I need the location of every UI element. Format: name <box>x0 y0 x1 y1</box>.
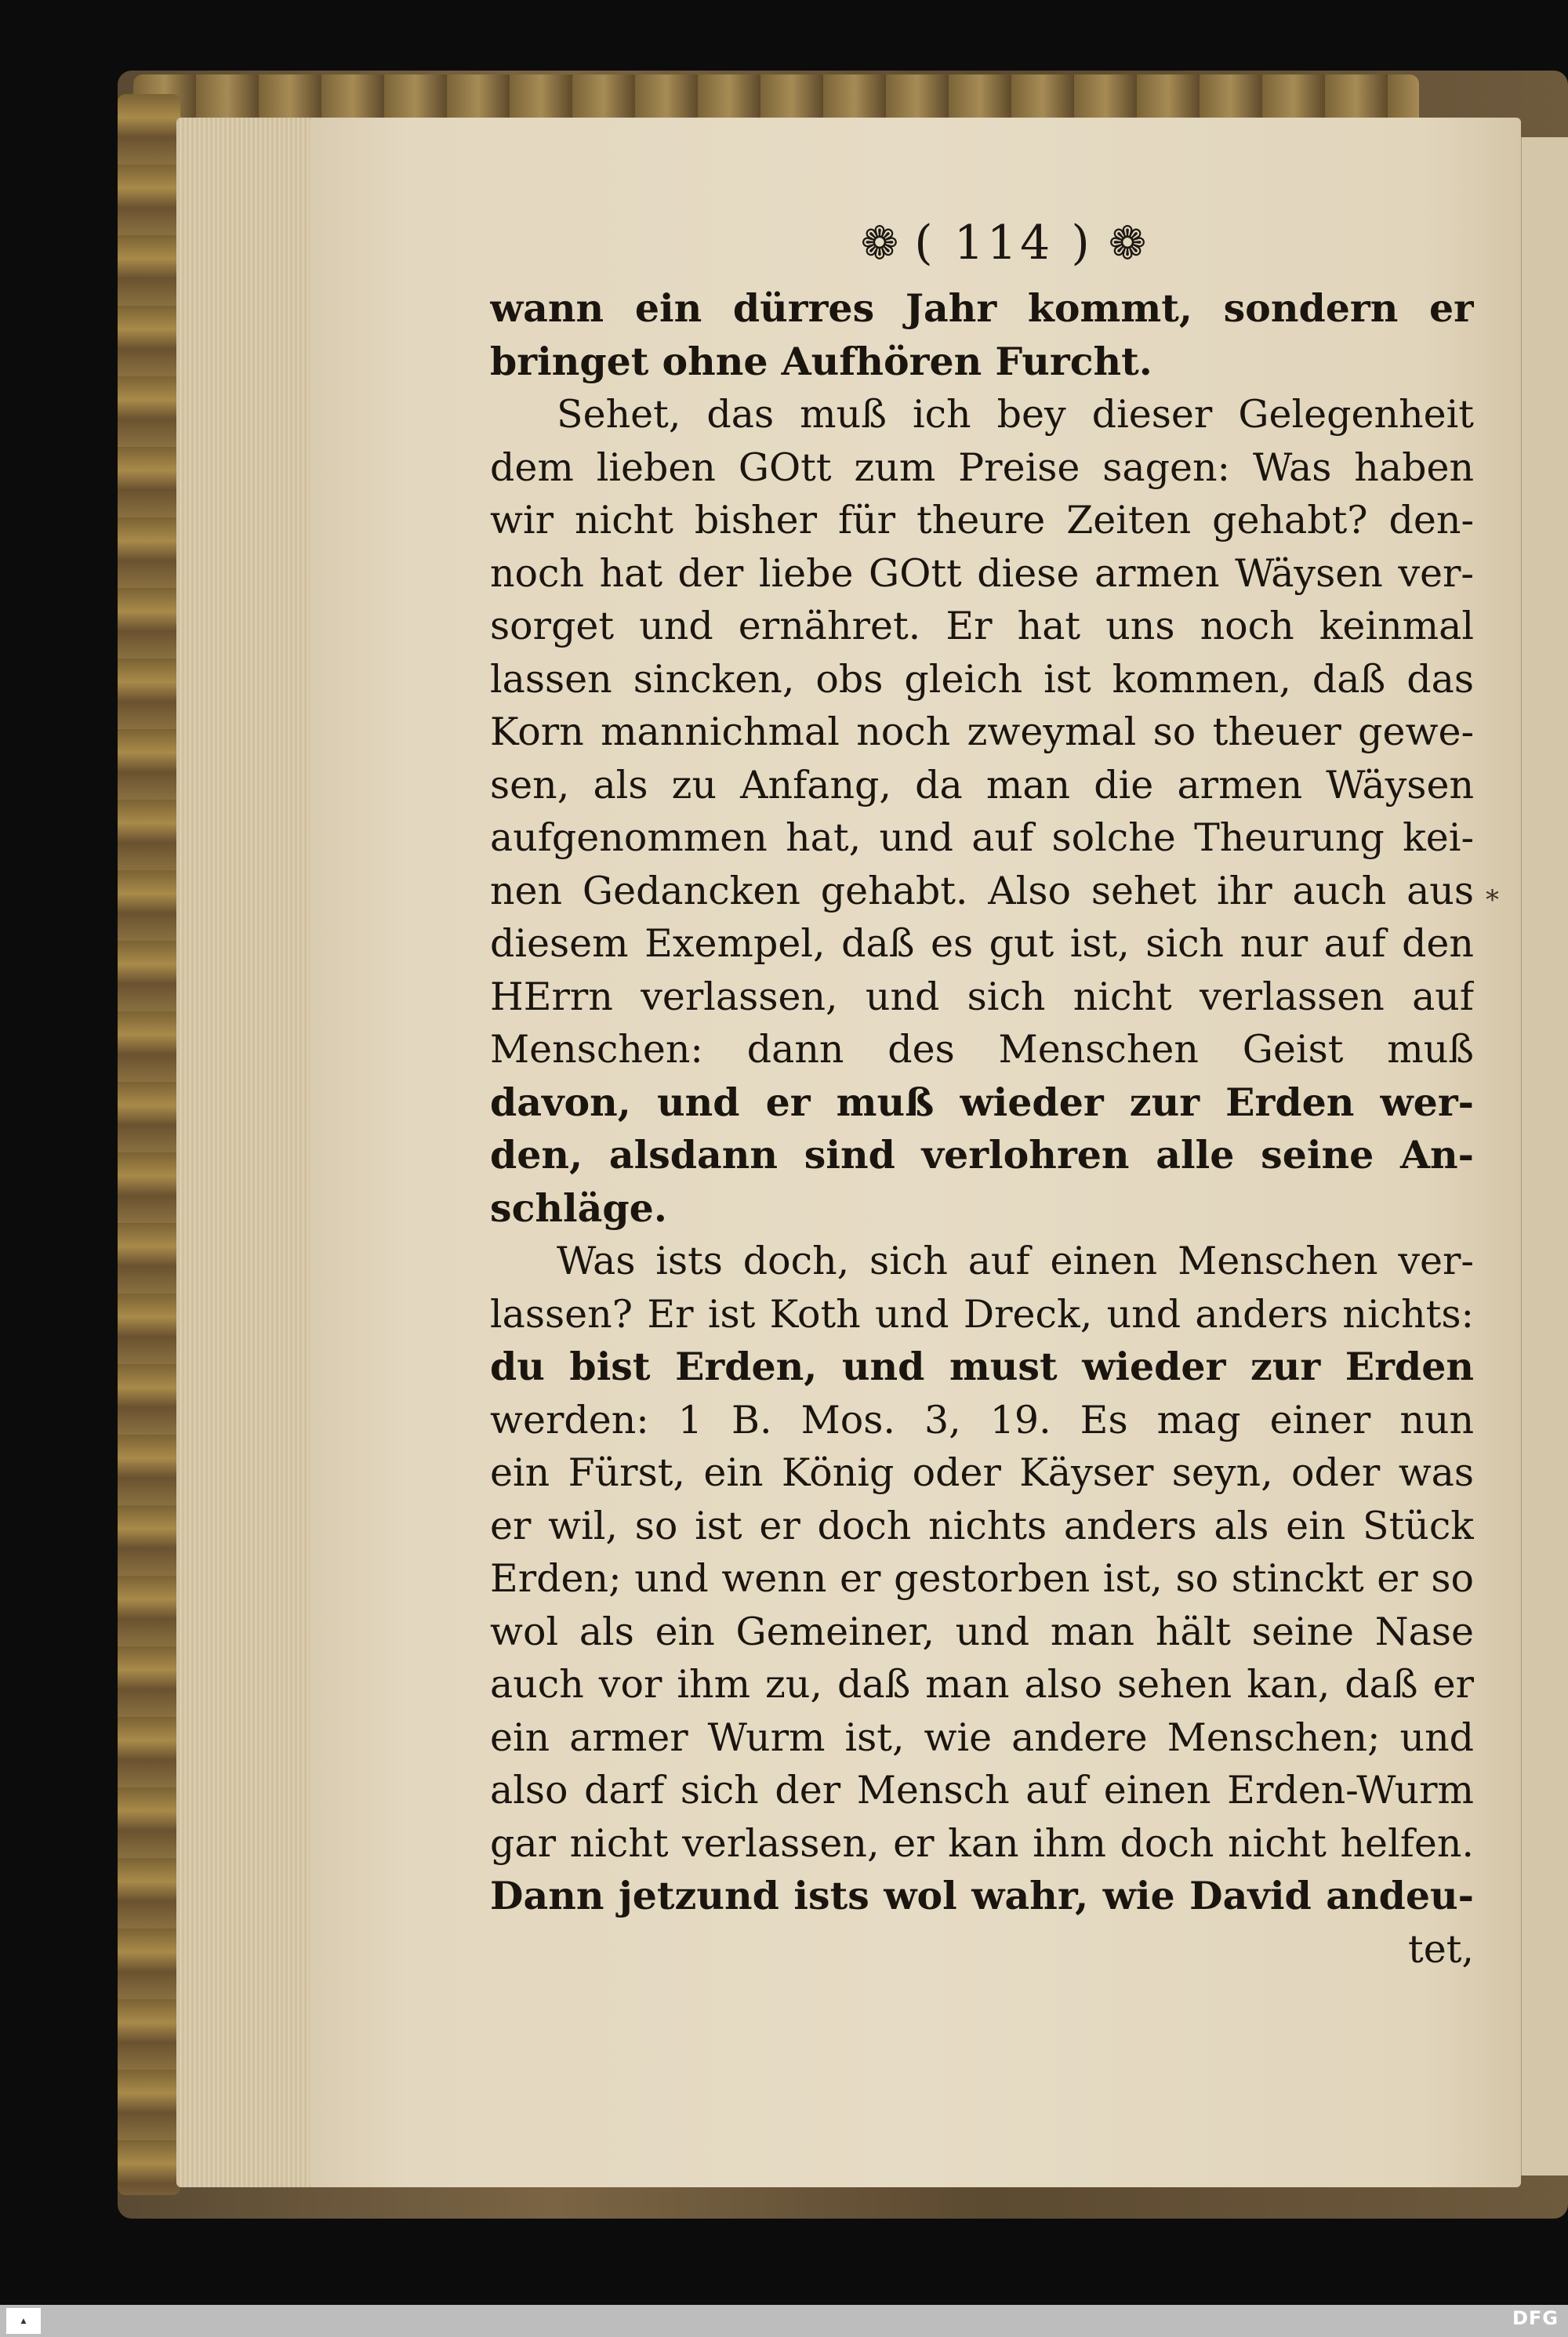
text-line: tet, <box>1408 1926 1474 1972</box>
text-line: also darf sich der Mensch auf einen Erden-Wurm <box>490 1768 1474 1813</box>
text-line: nen Gedancken gehabt. Also sehet ihr auch aus <box>490 868 1474 913</box>
text-line: Erden; und wenn er gestorben ist, so stinckt er so <box>490 1556 1474 1601</box>
dfg-label: DFG <box>1512 2307 1559 2329</box>
margin-mark: * <box>1486 884 1499 916</box>
text-line: davon, und er muß wieder zur Erden wer- <box>490 1079 1474 1125</box>
text-line: lassen sincken, obs gleich ist kommen, daß das <box>490 656 1474 702</box>
text-line: du bist Erden, und must wieder zur Erden <box>490 1344 1474 1389</box>
text-line: bringet ohne Aufhören Furcht. <box>490 338 1152 384</box>
text-line: wir nicht bisher für theure Zeiten gehabt? den- <box>490 498 1474 543</box>
text-line: diesem Exempel, daß es gut ist, sich nur auf den <box>490 921 1474 966</box>
text-line: ein Fürst, ein König oder Käyser seyn, oder was <box>490 1450 1474 1495</box>
library-logo-icon: ▲ <box>6 2308 41 2334</box>
text-line: wann ein dürres Jahr kommt, sondern er <box>490 285 1474 331</box>
text-line: gar nicht verlassen, er kan ihm doch nicht helfen. <box>490 1820 1474 1866</box>
text-line: auch vor ihm zu, daß man also sehen kan, daß er <box>490 1662 1474 1707</box>
page-block-edges <box>176 118 325 2187</box>
text-line: sen, als zu Anfang, da man die armen Wäysen <box>490 762 1474 807</box>
page-header <box>815 212 1192 274</box>
text-line: ein armer Wurm ist, wie andere Menschen; und <box>490 1715 1474 1760</box>
page-body-text <box>490 282 1474 1976</box>
text-line: wol als ein Gemeiner, und man hält seine Nase <box>490 1609 1474 1654</box>
text-line: er wil, so ist er doch nichts anders als ein Stück <box>490 1503 1474 1548</box>
text-line: dem lieben GOtt zum Preise sagen: Was haben <box>490 445 1474 490</box>
text-line: HErrn verlassen, und sich nicht verlassen auf <box>490 974 1474 1019</box>
text-line: schläge. <box>490 1185 667 1231</box>
text-line: den, alsdann sind verlohren alle seine An- <box>490 1132 1474 1178</box>
text-line: sorget und ernähret. Er hat uns noch keinmal <box>490 604 1474 648</box>
text-line: werden: 1 B. Mos. 3, 19. Es mag einer nun <box>490 1397 1474 1442</box>
page-number: ( 114 ) <box>914 216 1093 270</box>
ornament-left-icon: ❁ <box>860 216 899 270</box>
text-line: Dann jetzund ists wol wahr, wie David andeu- <box>490 1873 1474 1918</box>
text-line: Sehet, das muß ich bey dieser Gelegenheit <box>557 392 1474 437</box>
text-line: Korn mannichmal noch zweymal so theuer gewe- <box>490 709 1474 754</box>
text-line: Was ists doch, sich auf einen Menschen ver- <box>557 1239 1474 1283</box>
text-line: aufgenommen hat, und auf solche Theurung kei- <box>490 815 1474 860</box>
text-line: noch hat der liebe GOtt diese armen Wäysen ver- <box>490 550 1474 596</box>
book-spine <box>118 94 180 2195</box>
text-line: Menschen: dann des Menschen Geist muß <box>490 1027 1474 1072</box>
ornament-right-icon: ❁ <box>1108 216 1147 270</box>
viewer-footer-bar <box>0 2305 1568 2337</box>
text-line: lassen? Er ist Koth und Dreck, und anders nichts: <box>490 1291 1474 1337</box>
facing-page-edge <box>1519 137 1568 2176</box>
